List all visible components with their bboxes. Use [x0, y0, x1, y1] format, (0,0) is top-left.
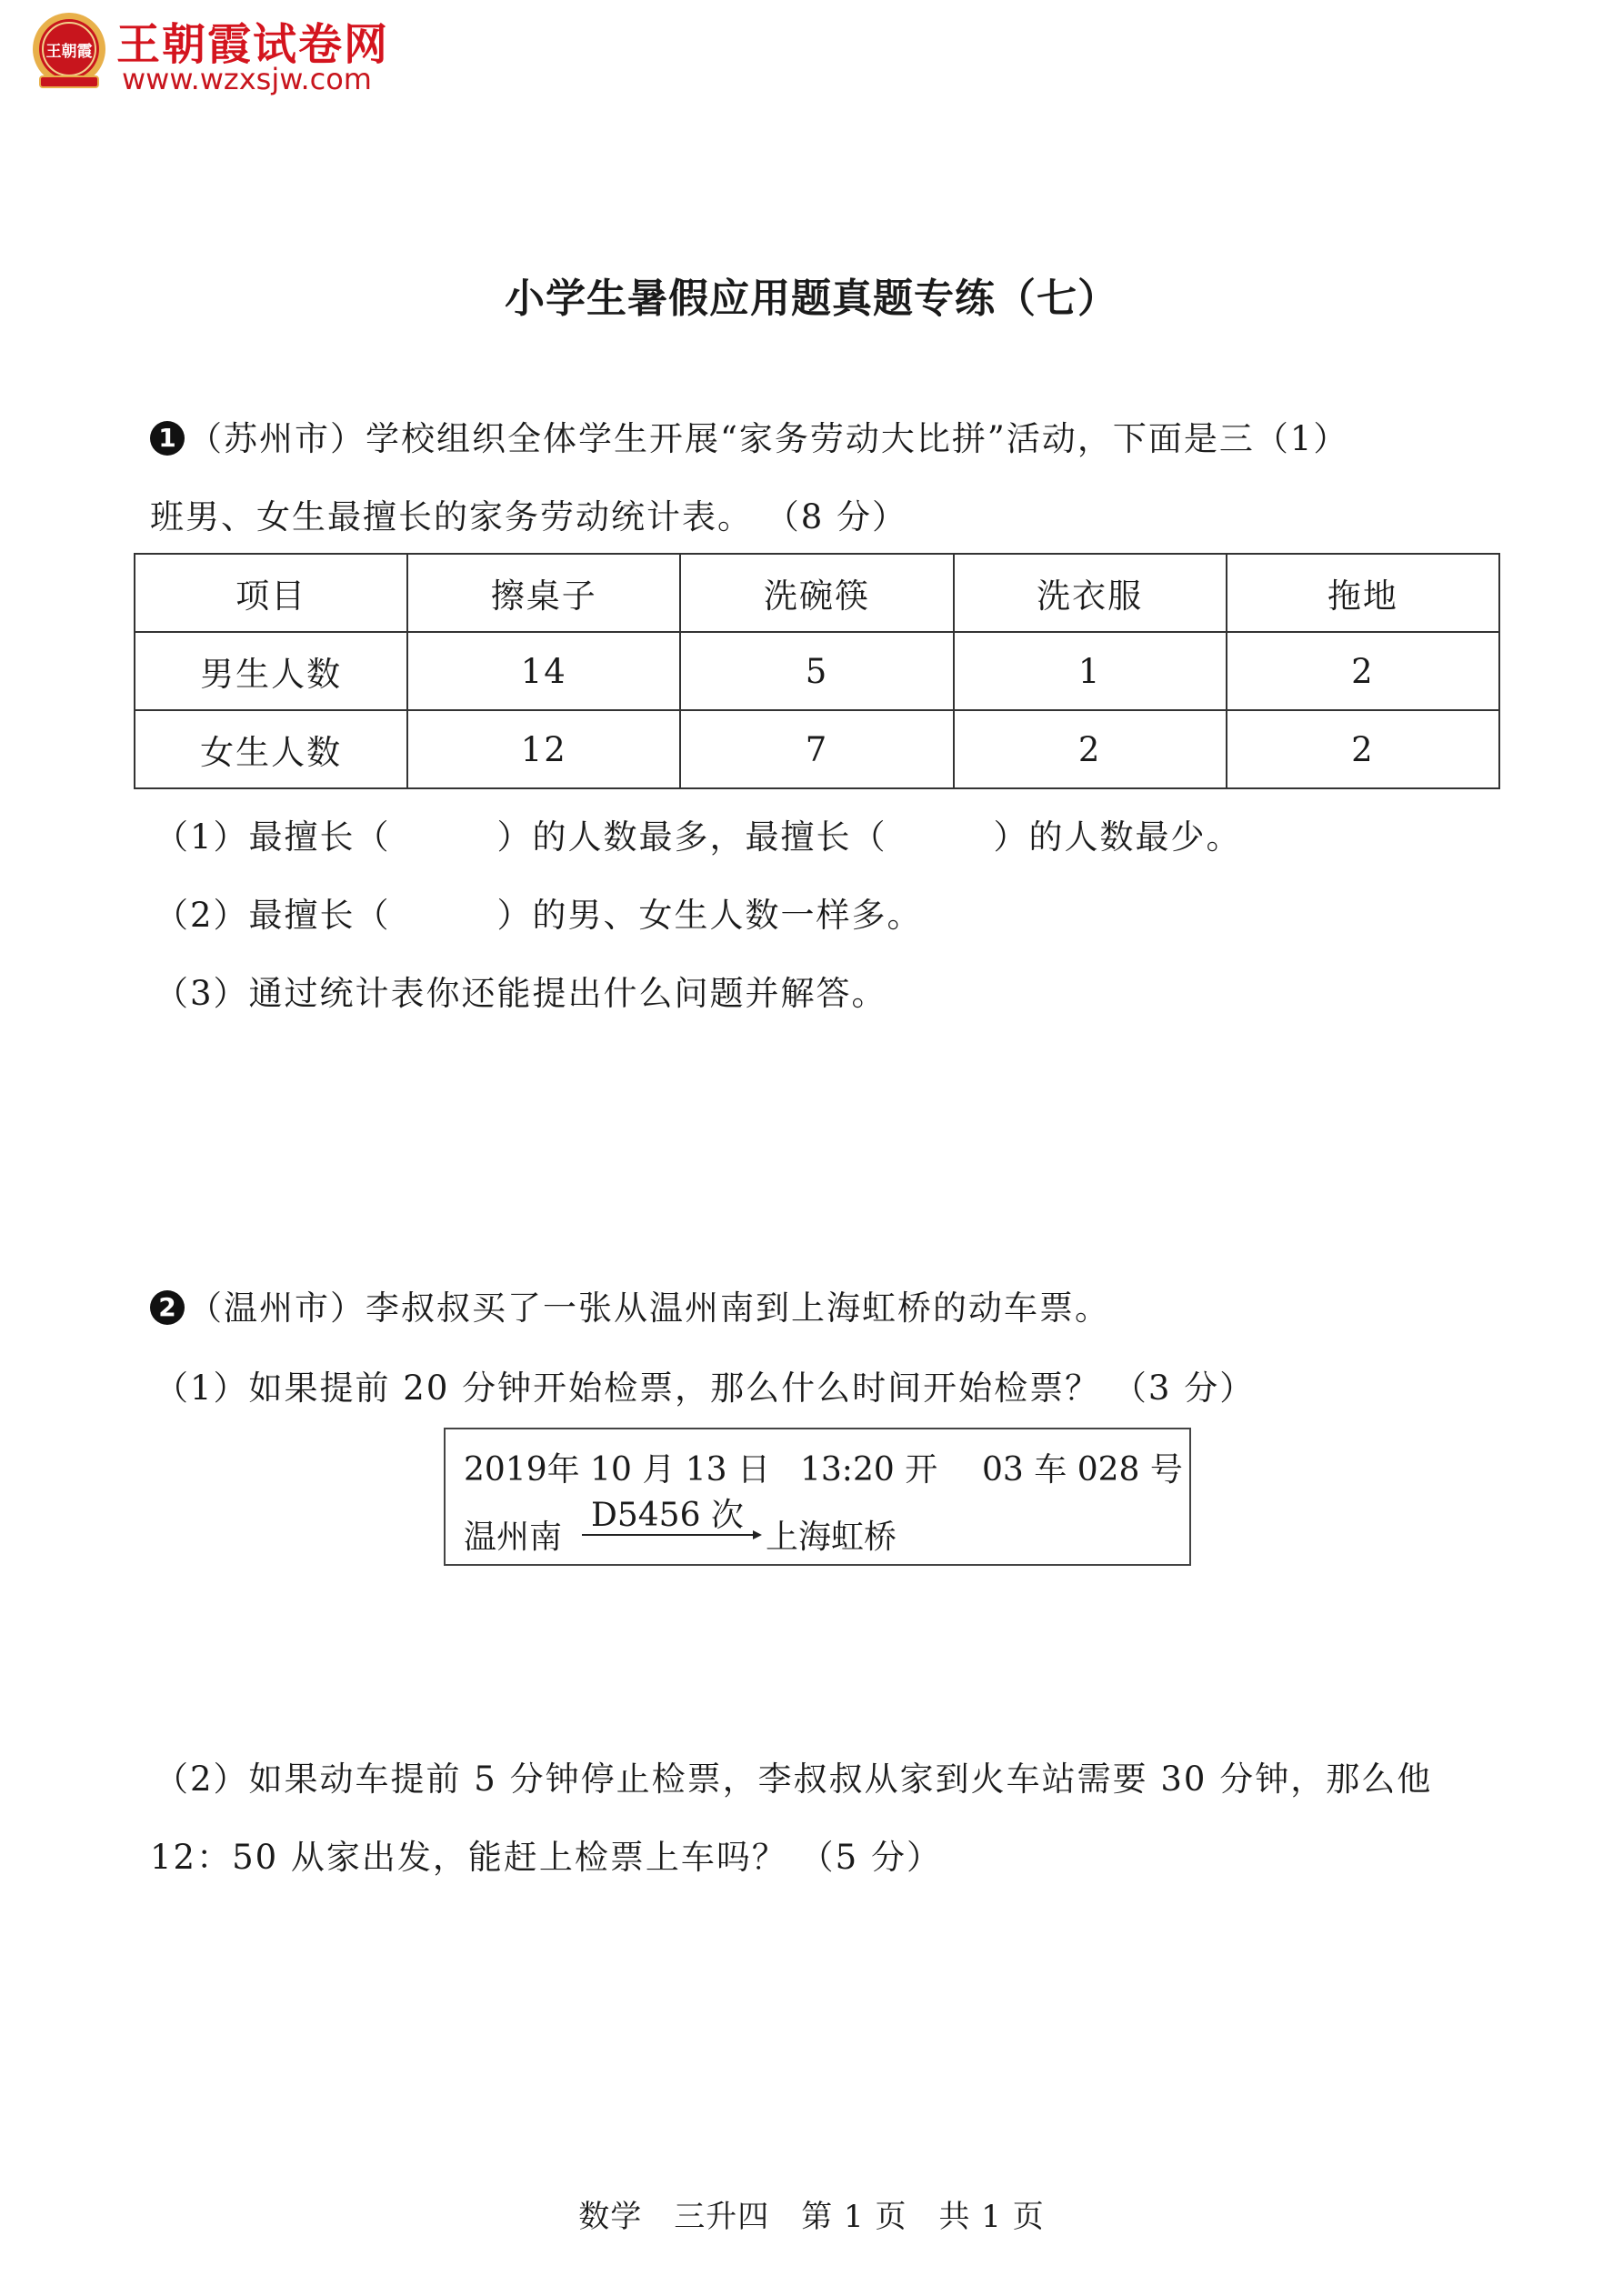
q1-intro-line2: 班男、女生最擅长的家务劳动统计表。 （8 分） — [150, 497, 908, 536]
ticket-from-station: 温州南 — [464, 1519, 563, 1556]
table-header-row — [135, 554, 1499, 632]
q1-intro-line1 — [150, 411, 1348, 460]
brand-name: 王朝霞试卷网 — [116, 19, 390, 70]
table-row — [135, 710, 1499, 788]
ticket-seat: 03 车 028 号 — [982, 1451, 1183, 1489]
table-cell: 12 — [407, 710, 680, 788]
train-ticket — [444, 1428, 1191, 1566]
ticket-to-station: 上海虹桥 — [766, 1519, 897, 1556]
table-header-cell: 洗衣服 — [954, 554, 1227, 632]
page-footer: 数学 三升四 第 1 页 共 1 页 — [578, 2199, 1045, 2235]
q1-sub1: （1）最擅长（ ）的人数最多，最擅长（ ）的人数最少。 — [155, 817, 1242, 857]
q2-sub2-line1: （2）如果动车提前 5 分钟停止检票，李叔叔从家到火车站需要 30 分钟，那么他 — [155, 1760, 1433, 1799]
table-cell: 2 — [1227, 632, 1499, 710]
table-header-cell: 项目 — [135, 554, 407, 632]
q1-intro-text: （苏州市）学校组织全体学生开展“家务劳动大比拼”活动，下面是三（1） — [188, 419, 1349, 458]
q2-number-badge: 2 — [150, 1290, 185, 1325]
q2-sub2-line2: 12：50 从家出发，能赶上检票上车吗？ （5 分） — [150, 1838, 942, 1877]
q1-sub2: （2）最擅长（ ）的男、女生人数一样多。 — [155, 896, 923, 935]
ticket-date: 2019年 10 月 13 日 — [464, 1451, 771, 1489]
table-cell: 2 — [1227, 710, 1499, 788]
q2-intro — [150, 1280, 1110, 1329]
table-cell: 14 — [407, 632, 680, 710]
ticket-time: 13:20 开 — [800, 1451, 938, 1489]
brand-logo-emblem — [27, 9, 111, 93]
route-arrow-icon — [582, 1528, 764, 1542]
table-cell: 男生人数 — [135, 632, 407, 710]
q1-sub3: （3）通过统计表你还能提出什么问题并解答。 — [155, 974, 887, 1013]
page-title: 小学生暑假应用题真题专练（七） — [505, 276, 1118, 322]
table-cell: 1 — [954, 632, 1227, 710]
q2-intro-text: （温州市）李叔叔买了一张从温州南到上海虹桥的动车票。 — [188, 1288, 1110, 1328]
table-cell: 7 — [680, 710, 953, 788]
table-row — [135, 632, 1499, 710]
chore-stats-table — [134, 553, 1500, 789]
table-cell: 2 — [954, 710, 1227, 788]
table-header-cell: 擦桌子 — [407, 554, 680, 632]
ticket-train-number: D5456 次 — [591, 1497, 744, 1534]
brand-url[interactable]: www.wzxsjw.com — [122, 62, 372, 96]
q2-sub1: （1）如果提前 20 分钟开始检票，那么什么时间开始检票？ （3 分） — [155, 1369, 1256, 1408]
table-header-cell: 拖地 — [1227, 554, 1499, 632]
table-cell: 女生人数 — [135, 710, 407, 788]
q1-number-badge: 1 — [150, 421, 185, 456]
table-header-cell: 洗碗筷 — [680, 554, 953, 632]
table-cell: 5 — [680, 632, 953, 710]
logo-emblem-text: 王朝霞 — [45, 43, 93, 61]
